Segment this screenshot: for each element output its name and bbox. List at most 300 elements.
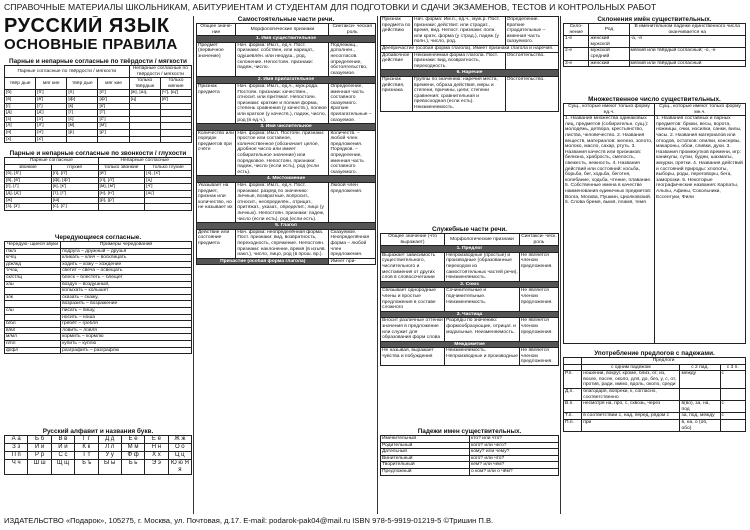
table-row bbox=[381, 468, 559, 475]
parts-col-header: Общее значе- ние bbox=[197, 24, 236, 36]
table-row bbox=[5, 347, 192, 354]
plural-plural-list: 1. Названия составных и парных предметов: брюки, весы, ворота, ножницы, очки, носилки, санки, вилы, часы. 2. Названия материалов или отходов, остатков: опилки, консервы, макароны, обои, сливки, духи. 3. Названия промежутков времени, игр: каникулы, сутки, будни, шахматы, жмурки, прятки. 4. Названия действий и состояний природы: хлопоты, выборы, роды, переговоры, бега, заморозки. 5. Некоторые географические названия: Карпаты, Альпы, Афины, Сокольники, Ессентуки, Фили bbox=[655, 116, 746, 344]
service-general: Связывает однородные члены и простые предложения в составе сложного bbox=[381, 288, 445, 311]
alphabet-letter: Н н bbox=[145, 444, 168, 452]
hardsoft-cell: [д] bbox=[5, 110, 36, 117]
alphabet-letter: Ш ш bbox=[28, 460, 51, 475]
prep-cell: Д.п. bbox=[564, 388, 582, 400]
hardsoft-cell: [м] bbox=[67, 123, 98, 130]
alphabet-letter: Ю ю Я я bbox=[168, 460, 191, 475]
service-part-title: 1. Предлог bbox=[381, 246, 559, 253]
service-morph: Сочинительные и подчинительные. Неизменяемость. bbox=[445, 288, 520, 311]
page-header: СПРАВОЧНЫЕ МАТЕРИАЛЫ ШКОЛЬНИКАМ, АБИТУРИЕНТАМ И СТУДЕНТАМ ДЛЯ ПОДГОТОВКИ И СДАЧИ ЭКЗАМЕНОВ, ТЕСТОВ И КОНТРОЛЬНЫХ РАБОТ bbox=[4, 2, 657, 12]
part-syntax: Подлежащ., дополнен., несогласов. определение, обстоятельство, сказуемое. bbox=[329, 42, 376, 77]
service-syntax: Не является членом предложения. bbox=[519, 288, 558, 311]
alternation-cell: гребёт – гребля bbox=[61, 321, 192, 328]
part-morph: Нач. форма: Им.п., ед.ч., муж.рода. Постоян. признаки: качествен., относит. или притяжат. Непостоян. признаки: краткие и полная форма, степень сравнения (у качеств.), полное или краткое (у качеств.), падеж, число, род (в ед.ч.). bbox=[236, 83, 329, 123]
alternation-cell: светит – свеча – освещать bbox=[61, 268, 192, 275]
parts-title: Самостоятельные части речи. bbox=[237, 16, 335, 23]
voice-cell: [ч'] bbox=[145, 184, 192, 191]
table-row bbox=[381, 288, 559, 311]
alternation-cell: г/ж/з bbox=[5, 248, 61, 255]
alternation-cell: колыхать – колышет bbox=[61, 288, 192, 295]
prep-corner bbox=[564, 358, 582, 365]
alphabet-letter: У у bbox=[98, 452, 121, 460]
voice-cell: [л], [л'] bbox=[98, 177, 145, 184]
prep-col-header: с одним падежом bbox=[582, 364, 680, 371]
title-line2: ОСНОВНЫЕ ПРАВИЛА bbox=[4, 36, 178, 53]
hardsoft-cell: [л'] bbox=[36, 123, 67, 130]
alphabet-letter: Г г bbox=[75, 436, 98, 444]
voice-col-header: звонкие bbox=[5, 164, 52, 171]
part-syntax: Имеет при- bbox=[329, 258, 376, 265]
participle-table bbox=[380, 16, 559, 112]
decl-col-header: В именительном падеже единственного числа оканчивается на bbox=[629, 24, 746, 36]
alphabet-letter: Э э bbox=[145, 460, 168, 475]
part-morph: Нач. форма: Им.п. Постоян. признаки: простое или составное, количественное (обозначает целое, дробное число или имеет собирательное значение) или порядковое. Непостоян. признаки: падеж, число (если есть), род (если есть). bbox=[236, 130, 329, 176]
adverb-syntax: Обстоятельство. bbox=[505, 76, 558, 111]
hardsoft-cell: [з'] bbox=[36, 116, 67, 123]
declension-section bbox=[563, 16, 746, 94]
part-general: Количество или порядок предметов при счёте bbox=[197, 130, 236, 176]
part-syntax: Сказуемое. Неопределённая форма – любой член предложения. bbox=[329, 229, 376, 258]
hardsoft-unpair-head: Непарные согласные по твёрдости / мягкости bbox=[129, 66, 191, 78]
alternation-cell: х/ш bbox=[5, 281, 61, 288]
alphabet-letter: Й й bbox=[51, 444, 74, 452]
alternation-cell: сказать – скажу, bbox=[61, 294, 192, 301]
table-row bbox=[564, 413, 746, 420]
plural-table bbox=[563, 103, 746, 344]
alphabet-letter: В в bbox=[51, 436, 74, 444]
hardsoft-cell: [б] bbox=[5, 90, 36, 97]
prep-cell: в соответствии с, над, перед, рядом с bbox=[582, 413, 680, 420]
voice-title: Парные и непарные согласные по звонкости / глухости bbox=[9, 150, 187, 157]
hardsoft-cell bbox=[129, 123, 160, 130]
part-of-speech-title: 4. Местоимение bbox=[197, 176, 376, 183]
decl-col-header: Скло- нение bbox=[564, 24, 589, 36]
part-morph: Нач. форма: Им.п., ед.ч. Пост. признаки: разряд по значению: личные, возвратные, вопросит., относит., неопределён., отрицат., притяжат., указат., определит.; лицо (у личных). Непостоян. признаки: падеж, число (если есть), род (если есть). bbox=[236, 183, 329, 223]
alternation-cell bbox=[5, 301, 61, 308]
service-syntax: Не является членом предложения. bbox=[519, 348, 558, 366]
hardsoft-cell: [д'] bbox=[36, 110, 67, 117]
prep-cell: ношении, вокруг, кроме, близ, от, из, возле, после, около, для, до, без, у, с, от, против, ради, мимо, вдоль, около, среди bbox=[582, 371, 680, 389]
prep-cell: с bbox=[720, 413, 746, 420]
column-divider bbox=[560, 16, 561, 514]
hardsoft-cell: [х'] bbox=[36, 136, 67, 143]
prep-cell: за, под, между bbox=[680, 413, 720, 420]
case-cell: кто? или что? bbox=[470, 436, 559, 443]
alphabet-letter: И и bbox=[28, 444, 51, 452]
gerund-syntax: Обстоятельство. bbox=[505, 52, 558, 70]
cases-section bbox=[380, 428, 559, 514]
alphabet-letter: А а bbox=[5, 436, 28, 444]
alphabet-letter: К к bbox=[75, 444, 98, 452]
alphabet-letter: Ъ ъ bbox=[75, 460, 98, 475]
case-cell: о ком? или о чём? bbox=[470, 468, 559, 475]
hardsoft-cell bbox=[160, 103, 191, 110]
hardsoft-cell: [х] bbox=[5, 136, 36, 143]
voice-pair-head: Парные согласные bbox=[5, 158, 99, 165]
table-row bbox=[5, 444, 192, 452]
table-row bbox=[5, 190, 192, 197]
hardsoft-cell: [б'] bbox=[36, 90, 67, 97]
case-cell: кому? или чему? bbox=[470, 449, 559, 456]
alternation-cell: блеск – блестеть – блещет bbox=[61, 274, 192, 281]
service-col-header: Синтакси- ческ. роль bbox=[521, 234, 557, 245]
part-syntax: Определение, именная часть составного сказуемого. Краткие прилагательные – сказуемое. bbox=[329, 83, 376, 123]
prep-cell: Т.п. bbox=[564, 413, 582, 420]
hardsoft-cell: [в] bbox=[5, 96, 36, 103]
prep-cell: с bbox=[720, 371, 746, 389]
alternation-cell: кормить – кормлю bbox=[61, 334, 192, 341]
table-row bbox=[5, 184, 192, 191]
voice-cell: [й'] bbox=[98, 171, 145, 178]
column-divider bbox=[377, 16, 378, 514]
parts-col-header: Синтакси- ческая роль bbox=[329, 24, 376, 36]
participle-general: Признак предмета по действию bbox=[381, 17, 413, 46]
hardsoft-cell: [г] bbox=[5, 103, 36, 110]
prep-top-head: Предлоги bbox=[582, 358, 746, 365]
gerund-morph: Неизменяемая форма глагола. Пост. признаки: вид, возвратность, переходность. bbox=[413, 52, 506, 70]
alphabet-letter: Ч ч bbox=[5, 460, 28, 475]
alphabet-letter: Л л bbox=[98, 444, 121, 452]
voice-cell: [ж] bbox=[5, 197, 52, 204]
table-row bbox=[564, 36, 746, 48]
voice-cell: [ш] bbox=[51, 197, 98, 204]
part-of-speech-title: 2. Имя прилагательное bbox=[197, 77, 376, 84]
prep-col-header: с 3 п. bbox=[720, 364, 746, 371]
case-cell: Творительный bbox=[381, 462, 470, 469]
voice-cell: [в], [в'] bbox=[5, 177, 52, 184]
voice-cell: [ф], [ф'] bbox=[51, 177, 98, 184]
prep-cell: В.п. bbox=[564, 401, 582, 413]
alphabet-letter: Х х bbox=[145, 452, 168, 460]
table-row bbox=[5, 268, 192, 275]
hardsoft-cell: [к'] bbox=[98, 103, 129, 110]
hardsoft-cell: [т] bbox=[67, 110, 98, 117]
hardsoft-cell bbox=[129, 136, 160, 143]
parts-table bbox=[196, 23, 376, 265]
part-of-speech-title: 1. Имя существительное bbox=[197, 36, 376, 43]
alternation-cell: ф/фл bbox=[5, 347, 61, 354]
alphabet-letter: П п bbox=[5, 452, 28, 460]
hardsoft-cell: [г'] bbox=[36, 103, 67, 110]
service-col-header: Морфологические признаки bbox=[445, 234, 520, 246]
decl-col-header: Род bbox=[589, 24, 629, 36]
prep-cell bbox=[720, 419, 746, 431]
plural-singular-list: 1. Названия множества одинаковых лиц, предметов (собирательн. сущ.): молодёжь, детвора, крестьянство, листва, человечество. 2. Названия веществ, материалов: железо, золото, молоко, масло, сахар, ртуть. 3. Названия качеств или признаков: белизна, храбрость, смелость, свежесть, нежность. 4. Названия действий или состояний: косьба, борьба, бег, ходьба, беготня, колебание, ходьба, чтение, плавание. 5. Собственные имена в качестве наименования единичных предметов: Волга, Москва, Пушкин, Циолковский. 6. Слова бремя, вымя, пламя, темя bbox=[564, 116, 655, 344]
hardsoft-cell: [н] bbox=[5, 129, 36, 136]
service-morph: Разряды по значению: формообразующие, отрицат. и модальные. Неизменяемость. bbox=[445, 318, 520, 341]
table-row bbox=[564, 371, 746, 389]
prep-table bbox=[563, 357, 746, 432]
table-row bbox=[5, 96, 192, 103]
case-cell: Именительный bbox=[381, 436, 470, 443]
part-syntax: Количеств. – любой член предложения. Порядков. – определение, именная часть составного сказуемого. bbox=[329, 130, 376, 176]
voice-cell: [б], [б'] bbox=[5, 171, 52, 178]
hardsoft-cell: [п] bbox=[67, 90, 98, 97]
table-row bbox=[197, 130, 376, 176]
hardsoft-cell bbox=[160, 110, 191, 117]
alternation-col-header: Чередую- щиеся звуки bbox=[5, 242, 61, 249]
hardsoft-cell bbox=[129, 103, 160, 110]
voice-cell: [д], [д'] bbox=[5, 190, 52, 197]
hardsoft-cell: [п'] bbox=[98, 90, 129, 97]
table-row bbox=[381, 252, 559, 281]
alternation-cell: носить – ноша bbox=[61, 314, 192, 321]
service-col-header: Общее значение (что выражает) bbox=[381, 234, 445, 246]
table-row bbox=[5, 340, 192, 347]
part-morph: Нач. форма: неопределённая форма. Пост. признаки: вид, возвратность, переходность, спряжение. Непостоян. признаки: наклонение, время (в изъяв. накл.), число, лицо, род (в прош. вр.). bbox=[236, 229, 329, 258]
alternation-cell: б/бл bbox=[5, 321, 61, 328]
participle-morph: Нач. форма: Им.п., ед.ч., муж.р. Пост. признаки: действит. или страдат., время, вид. Непост. признаки: полн. или кратк. форма (у страд.), падеж (у полн.), число, род. bbox=[413, 17, 506, 46]
case-cell: Дательный bbox=[381, 449, 470, 456]
voice-cell: [т], [т'] bbox=[51, 190, 98, 197]
alternation-cell: ловить – ловля bbox=[61, 327, 192, 334]
table-row bbox=[5, 248, 192, 255]
voice-cell: [х], [х'] bbox=[145, 171, 192, 178]
hardsoft-col-header: только мягкие bbox=[160, 78, 191, 90]
voice-cell: [щ'] bbox=[145, 190, 192, 197]
table-row bbox=[5, 452, 192, 460]
table-row bbox=[564, 388, 746, 400]
alphabet-table bbox=[4, 435, 192, 475]
alphabet-letter: О о bbox=[168, 444, 191, 452]
case-cell: Винительный bbox=[381, 455, 470, 462]
decl-cell: мягкий или твёрдый согласный; -о, -е bbox=[629, 48, 746, 60]
table-row bbox=[5, 334, 192, 341]
prep-title: Употребление предлогов с падежами. bbox=[594, 350, 715, 357]
alternation-cell bbox=[5, 314, 61, 321]
table-row bbox=[5, 90, 192, 97]
table-row bbox=[197, 42, 376, 77]
alternation-cell: з/ж bbox=[5, 294, 61, 301]
parts-col-header: Морфологические признаки bbox=[236, 24, 329, 36]
table-row bbox=[5, 460, 192, 475]
voice-col-header: только звонкие bbox=[98, 164, 145, 171]
case-cell: кем? или чем? bbox=[470, 462, 559, 469]
alphabet-letter: Щ щ bbox=[51, 460, 74, 475]
alternation-cell: ск/ст/щ bbox=[5, 274, 61, 281]
voice-cell: [п], [п'] bbox=[51, 171, 98, 178]
service-title: Служебные части речи. bbox=[431, 226, 508, 233]
hardsoft-col-header: только твёрдые bbox=[129, 78, 160, 90]
table-row bbox=[5, 123, 192, 130]
hardsoft-cell: [с'] bbox=[98, 116, 129, 123]
hardsoft-title: Парные и непарные согласные по твёрдости / мягкости bbox=[9, 58, 187, 65]
decl-cell: 2-е bbox=[564, 48, 589, 60]
prep-col-header: с 2 пад. bbox=[680, 364, 720, 371]
hardsoft-cell: [й'] bbox=[160, 96, 191, 103]
title-block bbox=[4, 16, 192, 56]
prep-col-header bbox=[564, 364, 582, 371]
alphabet-letter: Т т bbox=[75, 452, 98, 460]
decl-cell: 3-е bbox=[564, 60, 589, 67]
prep-cell: несмотря на, про, с, сквозь, через bbox=[582, 401, 680, 413]
hardsoft-cell bbox=[160, 136, 191, 143]
voice-cell: [н], [н'] bbox=[98, 190, 145, 197]
table-row bbox=[5, 103, 192, 110]
hardsoft-col-header: твёр дые bbox=[67, 78, 98, 90]
hardsoft-cell bbox=[160, 123, 191, 130]
service-morph: Неизменяемость. Непроизводные и производные bbox=[445, 348, 520, 366]
service-general: Выражает зависимость существительного, числительного и местоимения от других слов в словосочетании bbox=[381, 252, 445, 281]
hardsoft-section bbox=[4, 58, 192, 148]
hardsoft-cell bbox=[129, 110, 160, 117]
table-row bbox=[381, 462, 559, 469]
service-part-title: 3. Частица bbox=[381, 311, 559, 318]
part-general: Признак предмета bbox=[197, 83, 236, 123]
part-of-speech-title: 5. Глагол bbox=[197, 223, 376, 230]
hardsoft-cell: [р] bbox=[67, 129, 98, 136]
voice-cell: [р], [р'] bbox=[98, 197, 145, 204]
alternation-cell: писать – пишу, bbox=[61, 307, 192, 314]
hardsoft-cell: [ч'], [щ'] bbox=[160, 90, 191, 97]
voice-cell: [ц] bbox=[145, 177, 192, 184]
alphabet-letter: З з bbox=[5, 444, 28, 452]
service-table bbox=[380, 233, 559, 366]
adverb-general: Признак действия, признака bbox=[381, 76, 413, 111]
case-cell: кого? или что? bbox=[470, 455, 559, 462]
case-cell: Родительный bbox=[381, 442, 470, 449]
gerund-general: Добавочное действие bbox=[381, 52, 413, 70]
title-line1: РУССКИЙ ЯЗЫК bbox=[4, 16, 170, 37]
table-row bbox=[381, 449, 559, 456]
prep-cell bbox=[720, 388, 746, 400]
prep-cell bbox=[680, 388, 720, 400]
service-parts-section bbox=[380, 226, 559, 426]
decl-table bbox=[563, 23, 746, 67]
table-row bbox=[5, 321, 192, 328]
table-row bbox=[5, 288, 192, 295]
table-row bbox=[564, 401, 746, 413]
voice-cell: [з], [з'] bbox=[5, 204, 52, 211]
part-of-speech-title: Причастие (особая форма глагола) bbox=[197, 258, 329, 265]
service-part-title: Междометие bbox=[381, 341, 559, 348]
table-row bbox=[5, 327, 192, 334]
table-row bbox=[381, 318, 559, 341]
hardsoft-cell: [ф] bbox=[67, 96, 98, 103]
service-syntax: Не является членом предложения. bbox=[519, 318, 558, 341]
hardsoft-cell bbox=[98, 136, 129, 143]
alphabet-letter: Ж ж bbox=[168, 436, 191, 444]
prep-cell: между bbox=[680, 371, 720, 389]
prep-cell: с bbox=[720, 401, 746, 413]
table-row bbox=[5, 314, 192, 321]
hardsoft-col-header: твёр дые bbox=[5, 78, 36, 90]
alternation-cell: купить – куплю bbox=[61, 340, 192, 347]
alternation-table bbox=[4, 241, 192, 354]
service-general: Не называя, выражает чувства и побуждения bbox=[381, 348, 445, 366]
table-row bbox=[5, 436, 192, 444]
alphabet-letter: Ы ы bbox=[98, 460, 121, 475]
decl-cell: -а, -я bbox=[629, 36, 746, 48]
voice-cell: [с], [с'] bbox=[51, 204, 98, 211]
alternation-cell: т/ч/щ bbox=[5, 268, 61, 275]
table-row bbox=[381, 442, 559, 449]
table-row bbox=[5, 261, 192, 268]
decl-cell: женский мужской bbox=[589, 36, 629, 48]
verb-forms-section bbox=[380, 16, 559, 226]
alternation-cell bbox=[5, 288, 61, 295]
alphabet-section bbox=[4, 428, 192, 514]
part-general: Указывает на предмет, признак или количество, но не называет их bbox=[197, 183, 236, 223]
alphabet-letter: Ф ф bbox=[121, 452, 144, 460]
prep-cell: при bbox=[582, 419, 680, 431]
hardsoft-cell: [ц] bbox=[129, 96, 160, 103]
hardsoft-col-header: мяг кие bbox=[98, 78, 129, 90]
hardsoft-cell: [с] bbox=[67, 116, 98, 123]
alphabet-letter: С с bbox=[51, 452, 74, 460]
alternation-cell: в/вл bbox=[5, 327, 61, 334]
alternation-cell: подруга – дружный – друзья bbox=[61, 248, 192, 255]
hardsoft-table bbox=[4, 65, 192, 143]
alternation-section bbox=[4, 234, 192, 424]
alternation-cell: м/мл bbox=[5, 334, 61, 341]
participle-syntax: Определение. Краткие страдательные – именная часть сказуемого. bbox=[505, 17, 558, 46]
alternation-title: Чередующиеся согласные. bbox=[54, 234, 142, 241]
prep-cell: П.п. bbox=[564, 419, 582, 431]
service-syntax: Не является членом предложения. bbox=[519, 252, 558, 281]
alphabet-letter: Ё ё bbox=[145, 436, 168, 444]
hardsoft-cell bbox=[67, 136, 98, 143]
alternation-cell: д/ж/жд bbox=[5, 261, 61, 268]
alternation-cell: разграфить – разграфлю bbox=[61, 347, 192, 354]
service-part-title: 2. Союз bbox=[381, 281, 559, 288]
hardsoft-cell bbox=[160, 129, 191, 136]
hardsoft-cell bbox=[160, 116, 191, 123]
table-row bbox=[564, 60, 746, 67]
alphabet-letter: Ь ь bbox=[121, 460, 144, 475]
table-row bbox=[5, 177, 192, 184]
part-general: Предмет (первичное значение) bbox=[197, 42, 236, 77]
adverb-morph: Группы по значению: наречия места, времени, образа действия, меры и степени, причины, цели; степени сравнения: сравнительная и превосходная (если есть). Неизменяемость. bbox=[413, 76, 506, 111]
table-row bbox=[5, 307, 192, 314]
alphabet-letter: Р р bbox=[28, 452, 51, 460]
plural-col-plural: Сущ., которые имеют только форму мн.ч. bbox=[655, 104, 746, 116]
alphabet-letter: Д д bbox=[98, 436, 121, 444]
hardsoft-cell: [л] bbox=[5, 123, 36, 130]
plural-section bbox=[563, 96, 746, 346]
table-row bbox=[5, 129, 192, 136]
table-row bbox=[564, 419, 746, 431]
part-general: Действие или состояние предмета bbox=[197, 229, 236, 258]
decl-cell: женский bbox=[589, 60, 629, 67]
table-row bbox=[5, 197, 192, 204]
parts-of-speech-section bbox=[196, 16, 376, 514]
table-row bbox=[5, 204, 192, 211]
voice-col-header: только глухие bbox=[145, 164, 192, 171]
table-row bbox=[197, 83, 376, 123]
cases-title: Падежи имен существительных. bbox=[417, 428, 522, 435]
alternation-cell: с/ш bbox=[5, 307, 61, 314]
alphabet-title: Русский алфавит и названия букв. bbox=[42, 428, 154, 435]
voice-cell bbox=[145, 197, 192, 204]
table-row bbox=[5, 171, 192, 178]
part-of-speech-title: 3. Имя числительное bbox=[197, 124, 376, 131]
prep-cell: Р.п. bbox=[564, 371, 582, 389]
alphabet-letter: Б б bbox=[28, 436, 51, 444]
decl-cell: мягкий или твёрдый согласный bbox=[629, 60, 746, 67]
hardsoft-cell bbox=[129, 116, 160, 123]
decl-cell: 1-е bbox=[564, 36, 589, 48]
column-divider bbox=[193, 16, 194, 514]
voice-table bbox=[4, 157, 192, 211]
hardsoft-cell: [т'] bbox=[98, 110, 129, 117]
hardsoft-cell: [м'] bbox=[98, 123, 129, 130]
table-row bbox=[5, 255, 192, 262]
table-row bbox=[381, 455, 559, 462]
